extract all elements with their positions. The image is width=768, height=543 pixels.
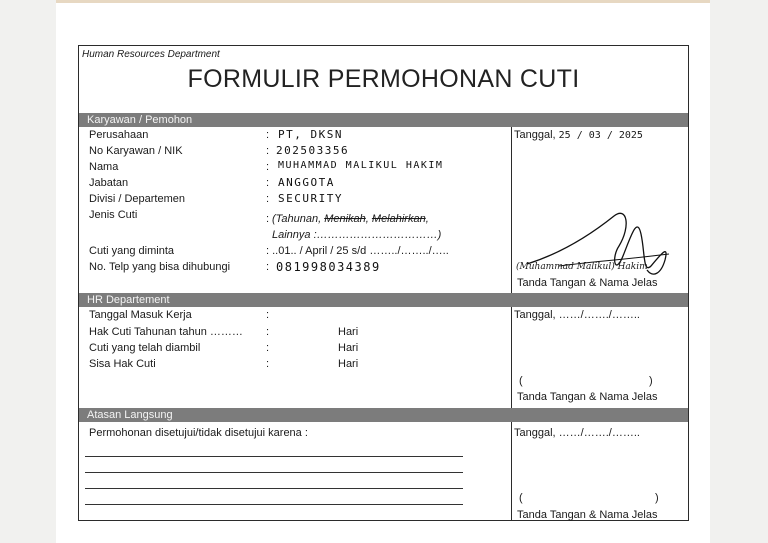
reason-line: [85, 472, 463, 473]
employee-date-value: 25 / 03 / 2025: [558, 130, 643, 141]
supervisor-paren-open: (: [519, 492, 523, 504]
department-label: Human Resources Department: [82, 49, 220, 60]
colon: :: [266, 193, 270, 205]
position-value: ANGGOTA: [278, 176, 335, 189]
colon: :: [266, 161, 270, 173]
employee-id-label: No Karyawan / NIK: [89, 145, 183, 157]
approval-text: Permohonan disetujui/tidak disetujui karena :: [89, 427, 308, 439]
section-employee-header: Karyawan / Pemohon: [79, 113, 688, 127]
column-divider: [511, 114, 512, 521]
leave-taken-unit: Hari: [338, 342, 359, 354]
supervisor-signature-caption: Tanda Tangan & Nama Jelas: [517, 509, 658, 521]
hr-paren-open: (: [519, 375, 523, 387]
colon: :: [266, 213, 270, 225]
annual-leave-unit: Hari: [338, 326, 359, 338]
phone-value: 081998034389: [276, 260, 381, 274]
name-value: MUHAMMAD MALIKUL HAKIM: [278, 160, 444, 171]
form-title: FORMULIR PERMOHONAN CUTI: [187, 65, 580, 93]
hr-date: Tanggal, ……/……./……..: [514, 309, 640, 321]
colon: :: [266, 309, 270, 321]
division-value: SECURITY: [278, 192, 343, 205]
colon: :: [266, 358, 270, 370]
leave-request-form: [78, 45, 689, 521]
leave-type-label: Jenis Cuti: [89, 209, 138, 221]
supervisor-paren-close: ): [655, 492, 659, 504]
remaining-leave-unit: Hari: [338, 358, 359, 370]
colon: :: [266, 261, 270, 273]
join-date-label: Tanggal Masuk Kerja: [89, 309, 192, 321]
division-label: Divisi / Departemen: [89, 193, 185, 205]
leave-type-prefix: (Tahunan,: [272, 213, 322, 225]
colon: :: [266, 342, 270, 354]
employee-signature-caption: Tanda Tangan & Nama Jelas: [517, 277, 658, 289]
employee-id-value: 202503356: [276, 144, 350, 157]
leave-type-married: Menikah: [324, 213, 366, 225]
position-label: Jabatan: [89, 177, 129, 189]
phone-label: No. Telp yang bisa dihubungi: [89, 261, 231, 273]
leave-taken-label: Cuti yang telah diambil: [89, 342, 201, 354]
requested-leave-label: Cuti yang diminta: [89, 245, 174, 257]
employee-signer-name: (Muhammad Malikul) Hakim: [516, 262, 648, 272]
supervisor-date: Tanggal, ……/……./……..: [514, 427, 640, 439]
colon: :: [266, 177, 270, 189]
leave-type-other: Lainnya :……………………………): [272, 229, 442, 241]
company-value: PT, DKSN: [278, 128, 343, 141]
section-hr-header: HR Departement: [79, 293, 688, 307]
leave-type-suffix: ,: [425, 213, 429, 225]
hr-paren-close: ): [649, 375, 653, 387]
colon: :: [266, 326, 270, 338]
hr-signature-caption: Tanda Tangan & Nama Jelas: [517, 391, 658, 403]
leave-type-sep: ,: [365, 213, 369, 225]
reason-line: [85, 488, 463, 489]
paper-top-edge: [56, 0, 710, 3]
company-label: Perusahaan: [89, 129, 149, 141]
employee-date: [514, 129, 643, 141]
reason-line: [85, 456, 463, 457]
remaining-leave-label: Sisa Hak Cuti: [89, 358, 156, 370]
reason-line: [85, 504, 463, 505]
leave-type-maternity: Melahirkan: [371, 213, 426, 225]
annual-leave-label: Hak Cuti Tahunan tahun ………: [89, 326, 243, 338]
requested-leave-value: : ..01.. / April / 25 s/d ……../……../…..: [266, 245, 449, 257]
employee-date-label: Tanggal,: [514, 129, 556, 141]
colon: :: [266, 145, 270, 157]
leave-type-options: [272, 213, 429, 225]
colon: :: [266, 129, 270, 141]
name-label: Nama: [89, 161, 119, 173]
section-supervisor-header: Atasan Langsung: [79, 408, 688, 422]
